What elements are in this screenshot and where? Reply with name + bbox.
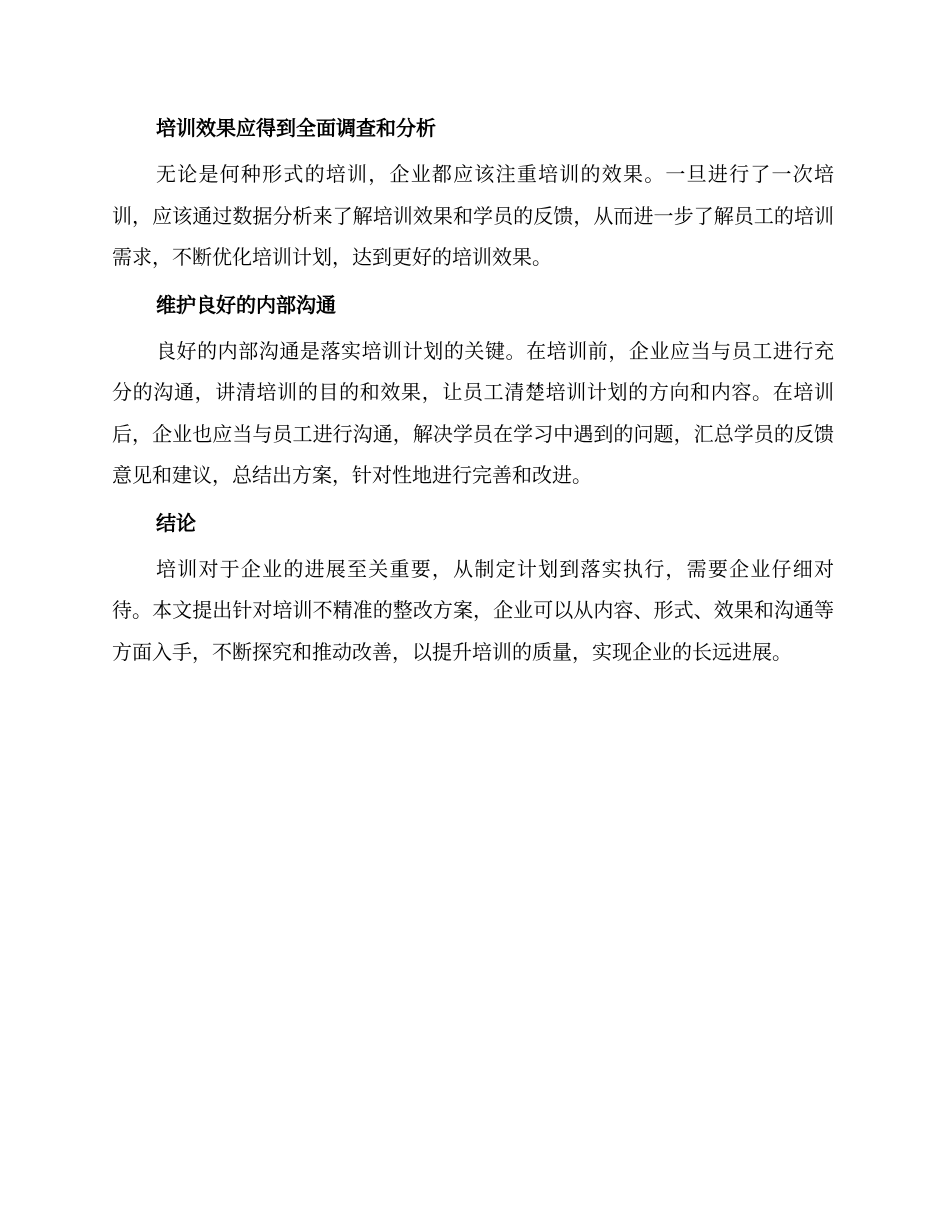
section-internal-communication <box>112 285 834 497</box>
section-heading: 维护良好的内部沟通 <box>156 292 336 317</box>
document-page <box>112 108 834 679</box>
section-heading: 培训效果应得到全面调查和分析 <box>156 116 436 140</box>
section-paragraph: 良好的内部沟通是落实培训计划的关键。在培训前，企业应当与员工进行充分的沟通，讲清培训的目的和效果，让员工清楚培训计划的方向和内容。在培训后，企业也应当与员工进行沟通，解决学员在学习中遇到的问题，汇总学员的反馈意见和建议，总结出方案，针对性地进行完善和改进。 <box>112 338 834 487</box>
section-paragraph: 无论是何种形式的培训，企业都应该注重培训的效果。一旦进行了一次培训，应该通过数据分析来了解培训效果和学员的反馈，从而进一步了解员工的培训需求，不断优化培训计划，达到更好的培训效果。 <box>112 162 834 269</box>
section-conclusion <box>112 503 834 674</box>
section-heading: 结论 <box>156 510 196 535</box>
section-paragraph: 培训对于企业的进展至关重要，从制定计划到落实执行，需要企业仔细对待。本文提出针对培训不精准的整改方案，企业可以从内容、形式、效果和沟通等方面入手，不断探究和推动改善，以提升培训的质量，实现企业的长远进展。 <box>112 556 834 664</box>
section-training-evaluation <box>112 108 834 279</box>
